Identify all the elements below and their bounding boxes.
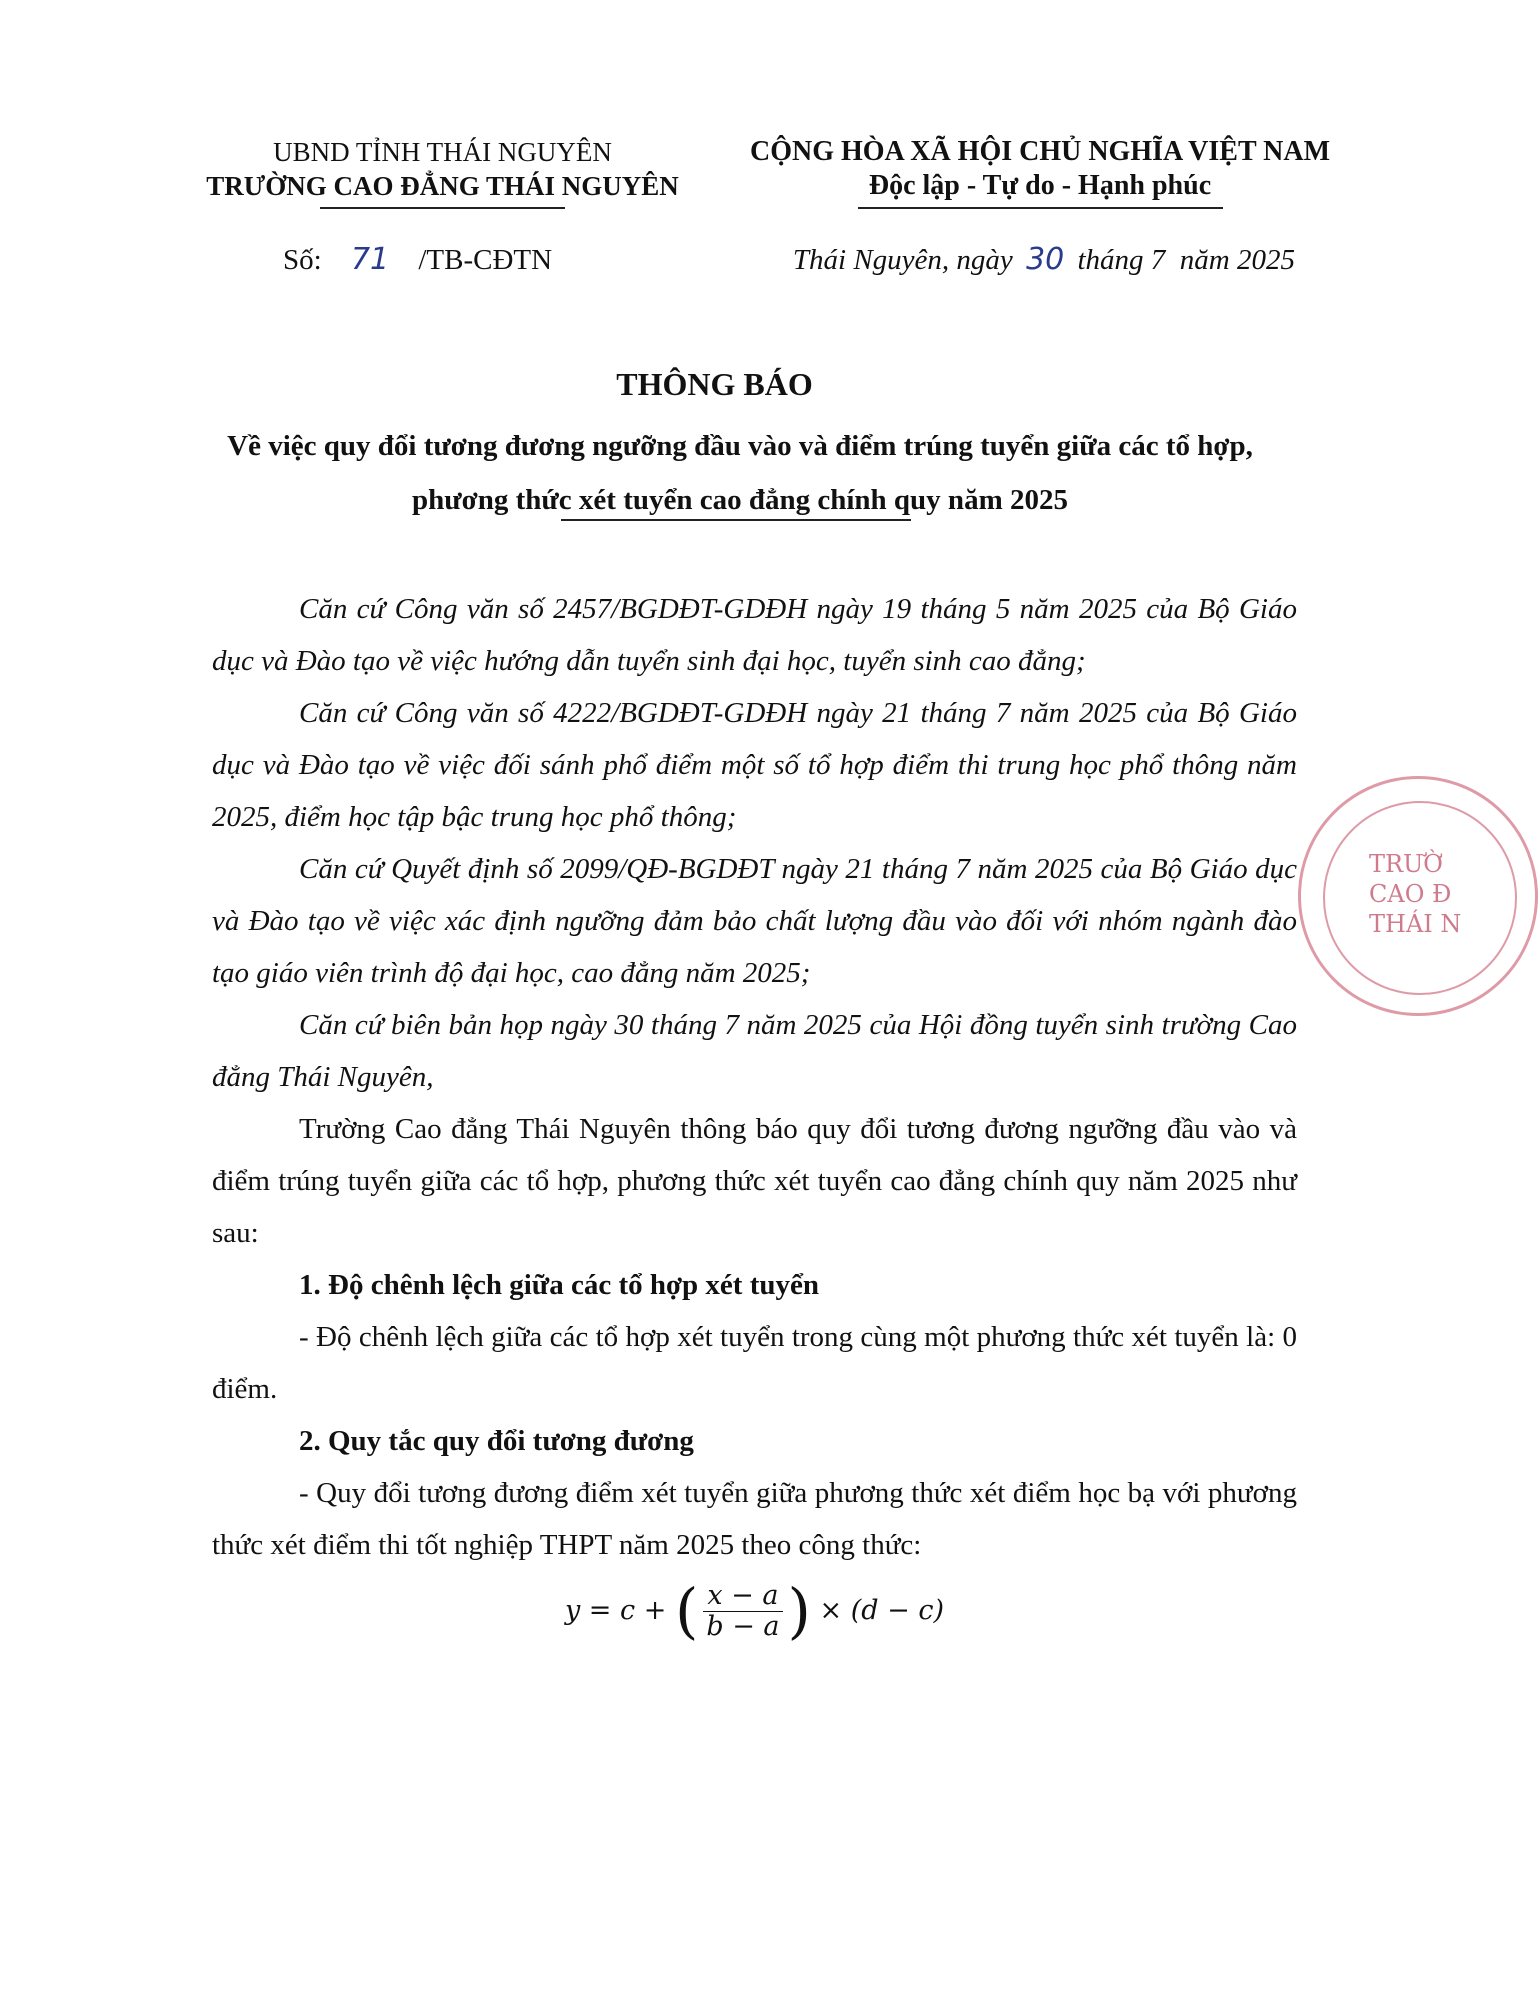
section-2-text: - Quy đổi tương đương điểm xét tuyển giữa phương thức xét điểm học bạ với phương thức xét điểm thi tốt nghiệp THPT năm 2025 theo công thức: <box>212 1477 1297 1561</box>
section-2-heading: 2. Quy tắc quy đổi tương đương <box>299 1425 694 1457</box>
formula-numerator: x − a <box>703 1581 782 1612</box>
legal-basis-1: Căn cứ Công văn số 2457/BGDĐT-GDĐH ngày 19 tháng 5 năm 2025 của Bộ Giáo dục và Đào tạo về việc hướng dẫn tuyển sinh đại học, tuyển sinh cao đẳng; <box>212 593 1297 677</box>
motto: Độc lập - Tự do - Hạnh phúc <box>868 170 1212 201</box>
intro-paragraph: Trường Cao đẳng Thái Nguyên thông báo quy đổi tương đương ngưỡng đầu vào và điểm trúng tuyển giữa các tổ hợp, phương thức xét tuyển cao đẳng chính quy năm 2025 như sau: <box>212 1113 1297 1249</box>
motto-underline <box>858 207 1223 209</box>
date-suffix: tháng 7 năm 2025 <box>1077 244 1295 276</box>
legal-basis-4: Căn cứ biên bản họp ngày 30 tháng 7 năm 2025 của Hội đồng tuyển sinh trường Cao đẳng Thái Nguyên, <box>212 1009 1297 1093</box>
org-school: TRƯỜNG CAO ĐẲNG THÁI NGUYÊN <box>206 171 679 201</box>
section-1-heading: 1. Độ chênh lệch giữa các tổ hợp xét tuyển <box>299 1269 819 1301</box>
formula-rhs: × (d − c) <box>819 1595 945 1626</box>
formula-denominator: b − a <box>706 1611 780 1642</box>
subtitle-underline <box>561 519 911 521</box>
national-motto <box>720 135 1360 209</box>
formula-fraction <box>702 1581 783 1642</box>
org-underline <box>320 207 565 209</box>
document-subtitle: Về việc quy đổi tương đương ngưỡng đầu vào và điểm trúng tuyển giữa các tổ hợp, phương thức xét tuyển cao đẳng chính quy năm 2025 <box>227 430 1253 516</box>
conversion-formula <box>212 1576 1297 1647</box>
issue-date <box>700 242 1295 277</box>
doc-number-handwritten: 71 <box>350 242 390 277</box>
country-name: CỘNG HÒA XÃ HỘI CHỦ NGHĨA VIỆT NAM <box>749 136 1331 167</box>
issuing-organization <box>165 135 720 209</box>
seal-text: TRƯỜ CAO Đ THÁI N <box>1369 850 1462 938</box>
doc-number-prefix: Số: <box>283 244 322 276</box>
formula-close-paren: ) <box>787 1576 811 1647</box>
org-province: UBND TỈNH THÁI NGUYÊN <box>273 137 612 167</box>
document-number <box>283 242 552 277</box>
section-1-text: - Độ chênh lệch giữa các tổ hợp xét tuyển trong cùng một phương thức xét tuyển là: 0 điểm. <box>212 1321 1297 1405</box>
official-seal <box>1298 776 1538 1016</box>
document-title: THÔNG BÁO <box>616 366 813 402</box>
legal-basis-2: Căn cứ Công văn số 4222/BGDĐT-GDĐH ngày 21 tháng 7 năm 2025 của Bộ Giáo dục và Đào tạo về việc đối sánh phổ điểm một số tổ hợp điểm thi trung học phổ thông năm 2025, điểm học tập bậc trung học phổ thông; <box>212 697 1297 833</box>
document-body <box>212 583 1297 1647</box>
date-prefix: Thái Nguyên, ngày <box>792 244 1013 276</box>
formula-open-paren: ( <box>674 1576 699 1647</box>
doc-number-suffix: /TB-CĐTN <box>418 244 553 276</box>
formula-lhs: y = c + <box>564 1595 667 1626</box>
legal-basis-3: Căn cứ Quyết định số 2099/QĐ-BGDĐT ngày 21 tháng 7 năm 2025 của Bộ Giáo dục và Đào tạo về việc xác định ngưỡng đảm bảo chất lượng đầu vào đối với nhóm ngành đào tạo giáo viên trình độ đại học, cao đẳng năm 2025; <box>212 853 1297 989</box>
date-day-handwritten: 30 <box>1026 242 1065 277</box>
